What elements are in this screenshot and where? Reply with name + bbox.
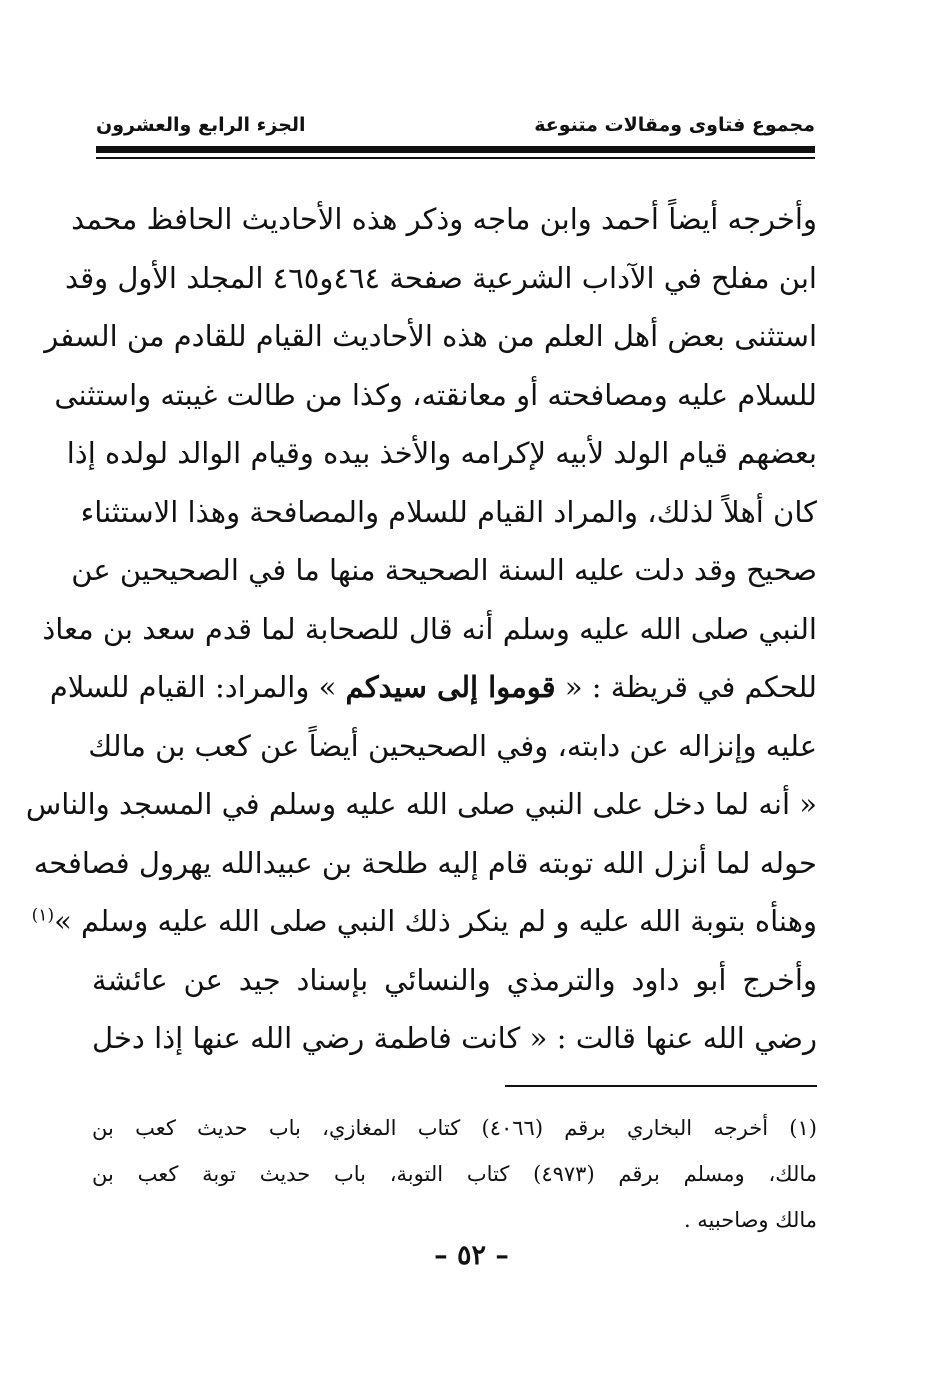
text-line (31, 892, 817, 951)
header-volume-title: الجزء الرابع والعشرون (96, 114, 306, 136)
hadith-intro: للحكم في قريظة : « (555, 670, 817, 704)
text-line: « أنه لما دخل على النبي صلى الله عليه وسلم في المسجد والناس (25, 787, 817, 821)
text-line: صحيح وقد دلت عليه السنة الصحيحة منها ما في الصحيحين عن (71, 553, 817, 587)
text-line: للسلام عليه ومصافحته أو معانقته، وكذا من طالت غيبته واستثنى (54, 377, 817, 412)
footnote-marker[interactable]: (١) (31, 905, 55, 926)
footnote-line: مالك، ومسلم برقم (٤٩٧٣) كتاب التوبة، باب حديث توبة كعب بن (92, 1162, 817, 1186)
footnote-separator (505, 1085, 817, 1087)
text-line: استثنى بعض أهل العلم من هذه الأحاديث القيام للقادم من السفر (44, 319, 817, 353)
text-line: وأخرج أبو داود والترمذي والنسائي بإسناد جيد عن عائشة (92, 962, 817, 997)
text-span: وهنأه بتوبة الله عليه و لم ينكر ذلك النبي صلى الله عليه وسلم » (54, 904, 817, 938)
hadith-quote: قوموا إلى سيدكم (345, 670, 556, 704)
page-number: – ٥٢ – (434, 1240, 509, 1271)
text-line: بعضهم قيام الولد لأبيه لإكرامه والأخذ بيده وقيام الوالد لولده إذا (66, 436, 817, 470)
footnotes (92, 1105, 817, 1243)
running-header (96, 110, 815, 140)
text-line: كان أهلاً لذلك، والمراد القيام للسلام والمصافحة وهذا الاستثناء (80, 494, 817, 529)
text-line (49, 658, 817, 717)
text-line: النبي صلى الله عليه وسلم أنه قال للصحابة لما قدم سعد بن معاذ (42, 611, 817, 646)
text-line: حوله لما أنزل الله توبته قام إليه طلحة بن عبيدالله يهرول فصافحه (33, 845, 817, 880)
hadith-outro: » والمراد: القيام للسلام (49, 670, 346, 704)
text-line: رضي الله عنها قالت : « كانت فاطمة رضي الله عنها إذا دخل (92, 1021, 817, 1055)
footnote-line: (١) أخرجه البخاري برقم (٤٠٦٦) كتاب المغازي، باب حديث كعب بن (92, 1116, 817, 1140)
text-line: عليه وإنزاله عن دابته، وفي الصحيحين أيضاً عن كعب بن مالك (88, 728, 817, 763)
header-book-title: مجموع فتاوى ومقالات متنوعة (534, 114, 815, 136)
header-rule-thin (96, 157, 815, 159)
header-rule-thick (96, 146, 815, 153)
text-line: ابن مفلح في الآداب الشرعية صفحة ٤٦٤و٤٦٥ المجلد الأول وقد (65, 260, 817, 295)
main-text (25, 190, 817, 1068)
text-line: وأخرجه أيضاً أحمد وابن ماجه وذكر هذه الأحاديث الحافظ محمد (71, 202, 817, 236)
footnote-line: مالك وصاحبيه . (683, 1208, 817, 1232)
